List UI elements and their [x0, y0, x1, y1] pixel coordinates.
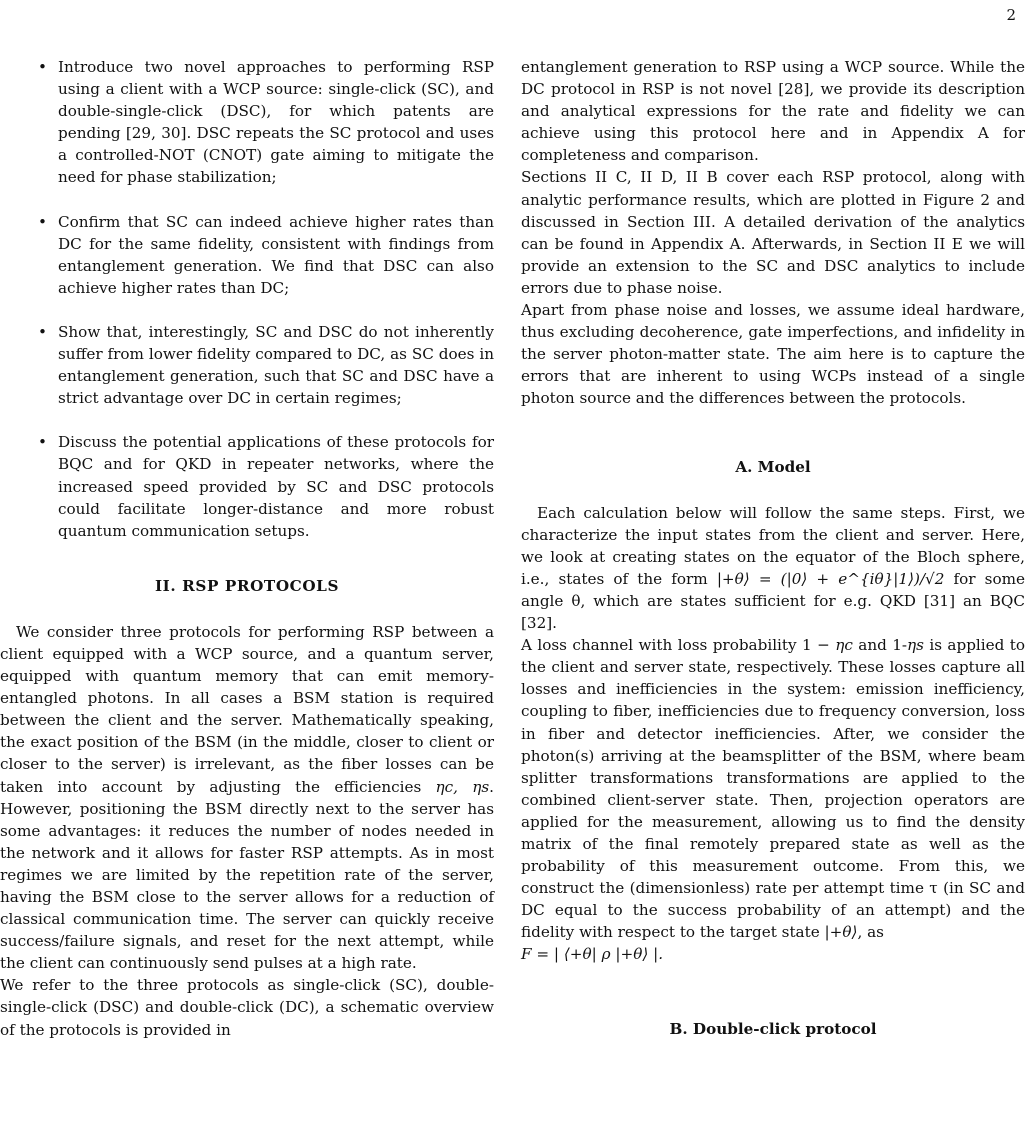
body-paragraph: We consider three protocols for performing RSP between a client equipped with a WCP source, and a quantum server, equipped with quantum memory that can emit memory-entangled photons. In all cases a BSM station is required between the client and the server. Mathematically speaking, the exact position of the BSM (in the middle, closer to client or closer to the server) is irrelevant, as the fiber losses can be taken into account by adjusting the efficiencies ηc, ηs. However, positioning the BSM directly next to the server has some advantages: it reduces the number of nodes needed in the network and it allows for faster RSP attempts. As in most regimes we are limited by the repetition rate of the server, having the BSM close to the server allows for a reduction of classical communication time. The server can quickly receive success/failure signals, and reset for the next attempt, while the client can continuously send pulses at a high rate. — [0, 622, 494, 973]
math-eta-efficiencies: ηc, ηs — [435, 777, 490, 796]
list-item: • Introduce two novel approaches to performing RSP using a client with a WCP source: single-click (SC), and double-single-click (DSC), for which patents are pending [29, 30]. DSC repeats the SC protocol and uses a controlled-NOT (CNOT) gate aiming to mitigate the need for phase stabilization; — [38, 58, 494, 187]
list-item: • Confirm that SC can indeed achieve higher rates than DC for the same fidelity, consistent with findings from entanglement generation. We find that DSC can also achieve higher rates than DC; — [38, 212, 494, 297]
math-fidelity: F = | ⟨+θ| ρ |+θ⟩ |. — [521, 945, 664, 964]
right-column — [521, 56, 1025, 1040]
list-item: • Discuss the potential applications of these protocols for BQC and for QKD in repeater networks, where the increased speed provided by SC and DSC protocols could facilitate longer-distance and more robust quantum communication setups. — [38, 433, 494, 540]
subsection-heading: A. Model — [735, 457, 811, 476]
math-target-state: |+θ⟩ — [824, 923, 858, 942]
math-eta-c: ηc — [835, 636, 853, 655]
math-plus-state: |+θ⟩ = (|0⟩ + e^{iθ}|1⟩)/√2 — [716, 569, 945, 588]
list-item: • Show that, interestingly, SC and DSC do not inherently suffer from lower fidelity compared to DC, as SC does in entanglement generation, such that SC and DSC have a strict advantage over DC in certain regimes; — [38, 322, 494, 408]
body-paragraph: Each calculation below will follow the same steps. First, we characterize the input states from the client and server. Here, we look at creating states on the equator of the Bloch sphere, i.e., states of the form |+θ⟩ = (|0⟩ + e^{iθ}|1⟩)/√2 for some angle θ, which are states sufficient for e.g. QKD [31] an BQC [32]. — [521, 503, 1025, 633]
body-paragraph: A loss channel with loss probability 1 − ηc and 1-ηs is applied to the client and server state, respectively. These losses capture all losses and inefficiencies in the system: emission inefficiency, coupling to fiber, inefficiencies due to frequency conversion, loss in fiber and detector inefficiencies. After, we consider the photon(s) arriving at the beamsplitter of the BSM, where beam splitter transformations transformations are applied to the combined client-server state. Then, projection operators are applied for the measurement, allowing us to find the density matrix of the final remotely prepared state as well as the probability of this measurement outcome. From this, we construct the (dimensionless) rate per attempt time τ (in SC and DC equal to the success probability of an attempt) and the fidelity with respect to the target state |+θ⟩, as F = | ⟨+θ| ρ |+θ⟩ |. — [521, 636, 1026, 964]
body-paragraph: entanglement generation to RSP using a WCP source. While the DC protocol in RSP is not novel [28], we provide its description and analytical expressions for the rate and fidelity we can achieve using this protocol here and in Appendix A for completeness and comparison. — [521, 58, 1025, 165]
body-paragraph: Apart from phase noise and losses, we assume ideal hardware, thus excluding decoherence, gate imperfections, and infidelity in the server photon-matter state. The aim here is to capture the errors that are inherent to using WCPs instead of a single photon source and the differences between the protocols. — [521, 301, 1025, 408]
contribution-list — [0, 56, 494, 542]
body-paragraph: Sections II C, II D, II B cover each RSP protocol, along with analytic performance results, which are plotted in Figure 2 and discussed in Section III. A detailed derivation of the analytics can be found in Appendix A. Afterwards, in Section II E we will provide an extension to the SC and DSC analytics to include errors due to phase noise. — [521, 168, 1025, 297]
bullet-icon: • — [38, 433, 47, 452]
bullet-icon: • — [38, 212, 47, 231]
subsection-heading: B. Double-click protocol — [669, 1019, 877, 1038]
page-number: 2 — [1006, 6, 1016, 24]
section-heading: II. RSP PROTOCOLS — [154, 576, 340, 595]
left-column — [0, 56, 494, 1041]
math-eta-s: ηs — [907, 636, 924, 655]
bullet-icon: • — [38, 322, 47, 341]
bullet-icon: • — [38, 58, 47, 76]
body-paragraph: We refer to the three protocols as single-click (SC), double-single-click (DSC) and double-click (DC), a schematic overview of the protocols is provided in — [0, 976, 494, 1039]
